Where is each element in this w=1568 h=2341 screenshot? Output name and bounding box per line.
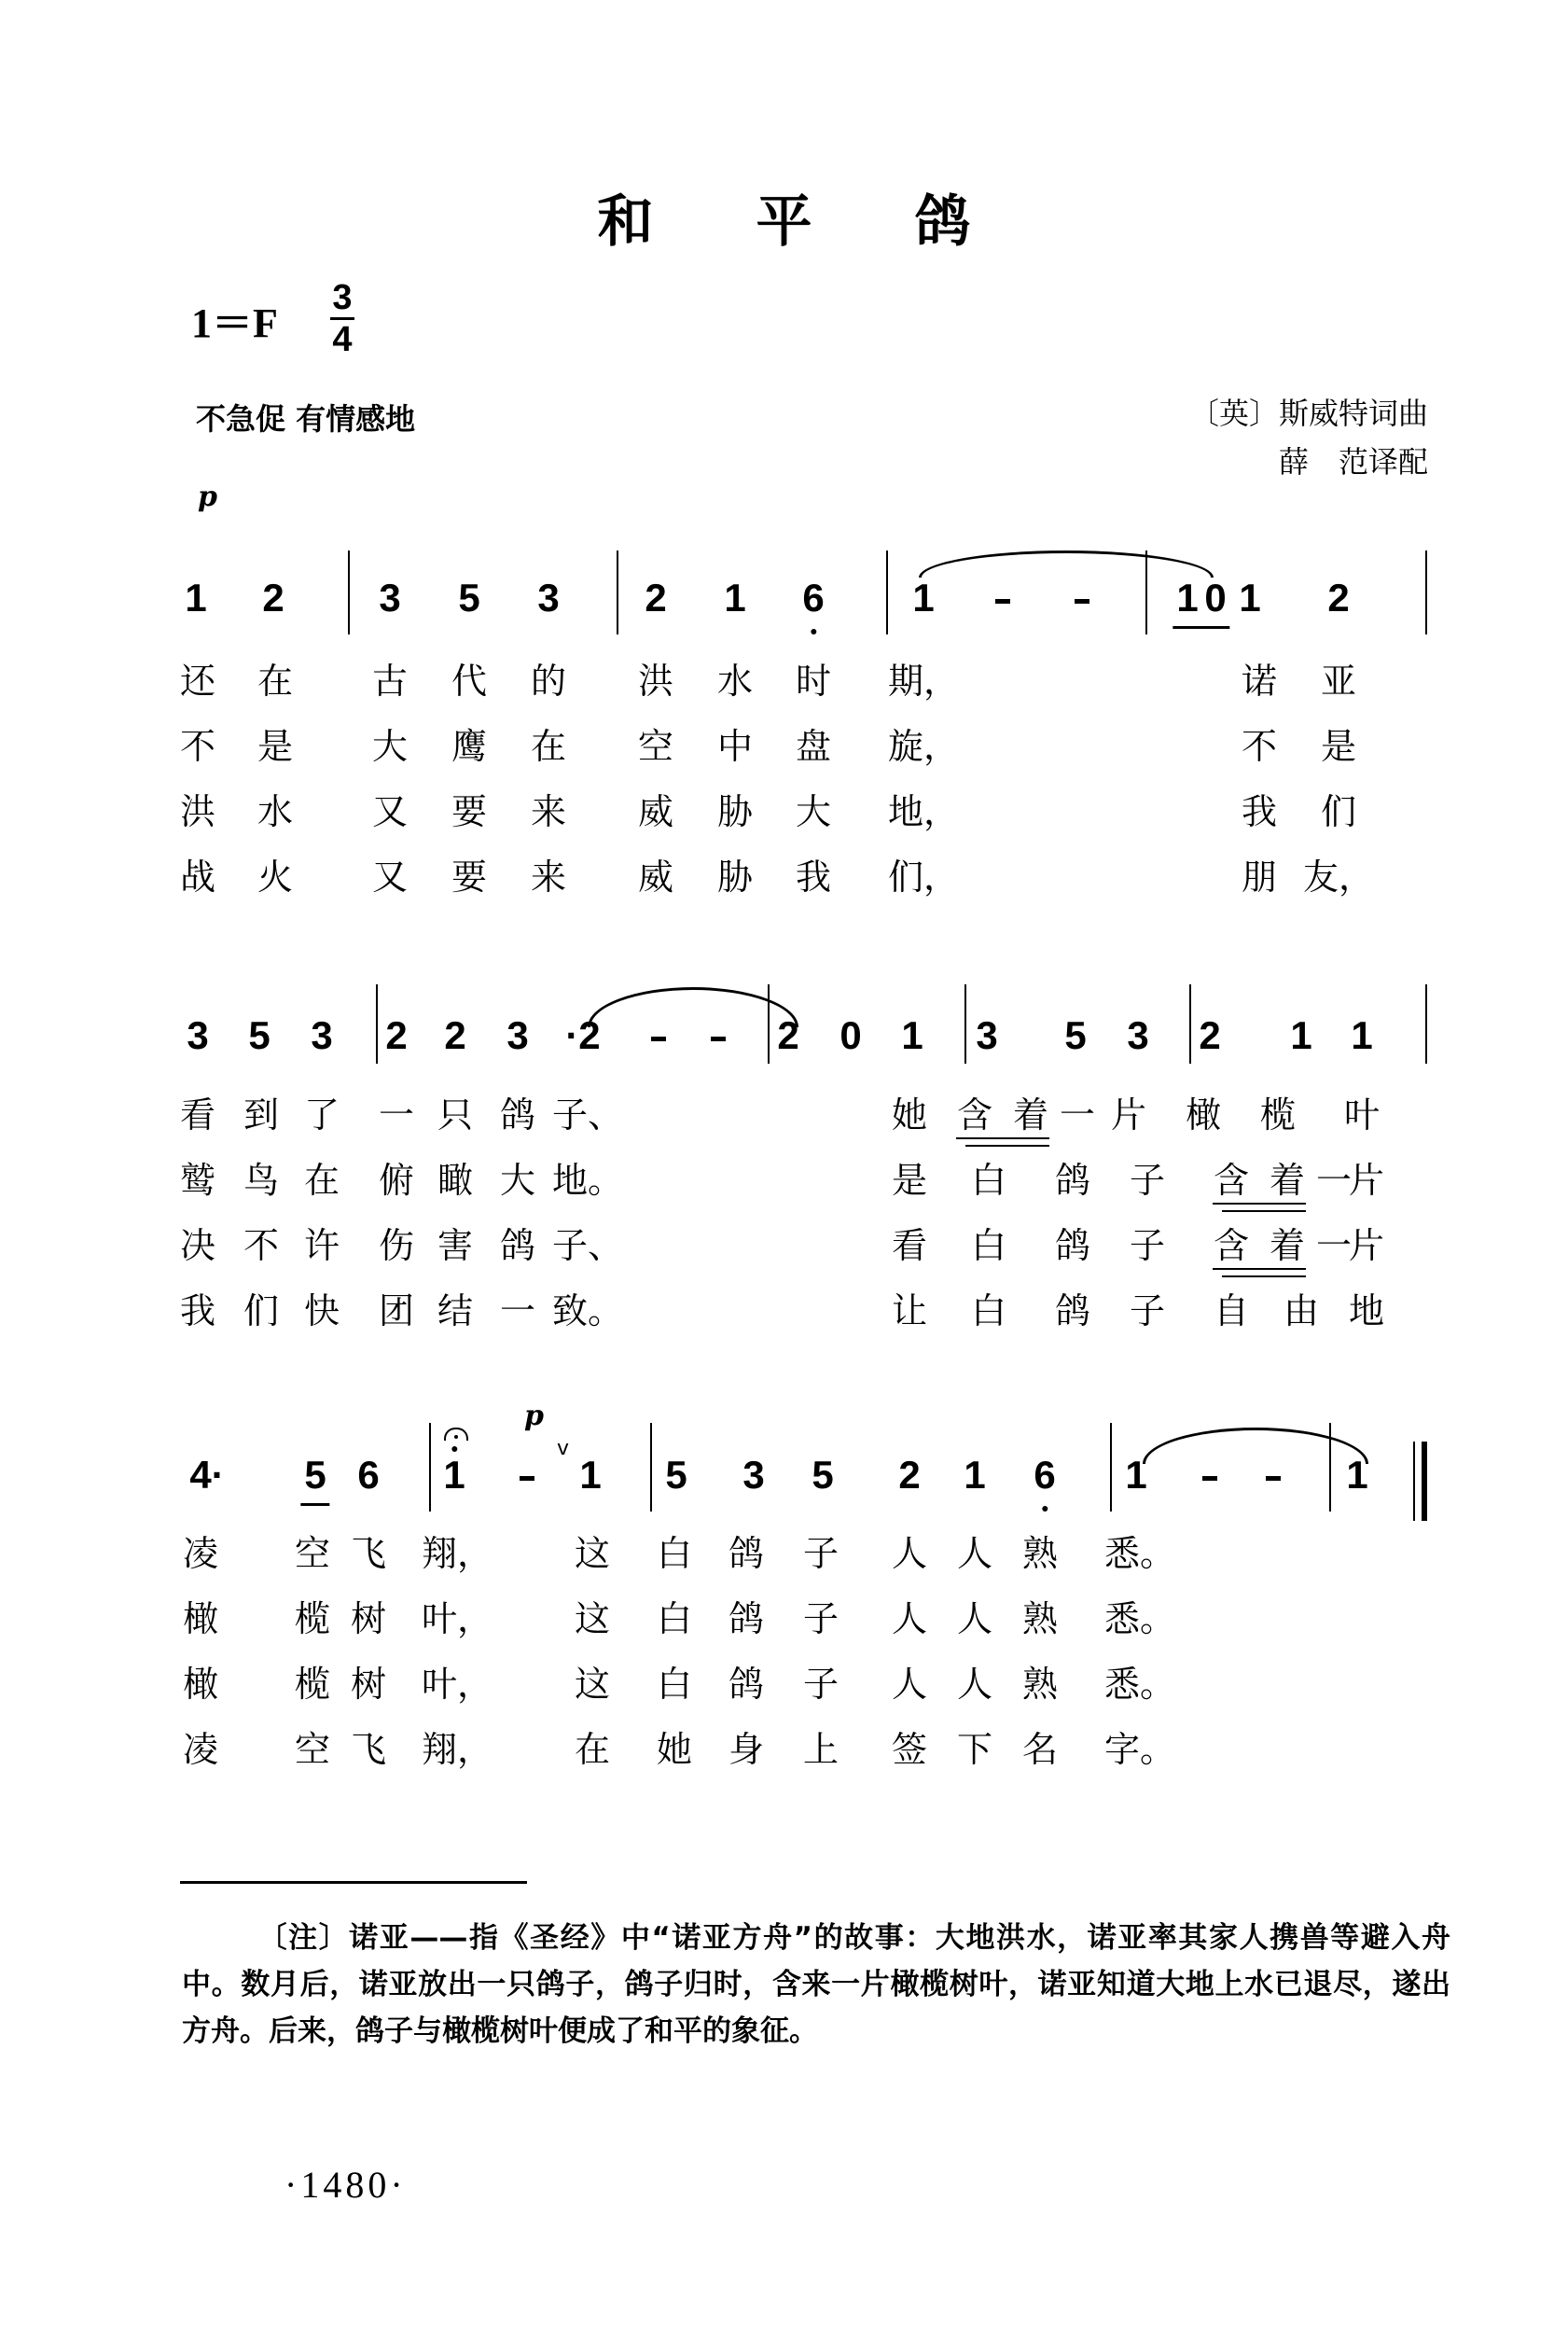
lyric-char: 榄 (1259, 1094, 1297, 1136)
note-digit: 6 (802, 576, 825, 620)
note-digit: ·2 (565, 1013, 601, 1057)
time-signature-top: 3 (332, 278, 353, 317)
lyric-char: 着 (1269, 1160, 1306, 1201)
note (1127, 1014, 1148, 1057)
lyric-char: 诺 (1241, 661, 1278, 702)
note (802, 577, 824, 620)
low-octave-dot (811, 629, 816, 634)
lyric-char: 洪 (637, 661, 674, 702)
note-digit: 1 (1176, 576, 1199, 620)
lyric-char: 飞 (350, 1533, 387, 1574)
barline (429, 1423, 431, 1512)
note-digit: 6 (357, 1453, 380, 1497)
note (645, 577, 666, 620)
note (1327, 577, 1349, 620)
lyric-char: 们， (887, 857, 960, 898)
final-barline-thin (1413, 1442, 1415, 1521)
lyric-slur-underline (1213, 1268, 1306, 1270)
lyric-char: 人 (956, 1598, 993, 1639)
lyric-char: 一 (378, 1094, 415, 1136)
lyric-char: 威 (637, 791, 674, 832)
note-digit: 1 (579, 1453, 602, 1497)
sustain-dash (995, 599, 1010, 604)
lyric-char: 一 (1059, 1094, 1096, 1136)
lyric-char: 白 (656, 1664, 693, 1705)
lyric-char: 火 (257, 857, 294, 898)
note-digit: 1 (1346, 1453, 1368, 1497)
lyric-char: 白 (970, 1225, 1007, 1266)
lyric-char: 着 (1269, 1225, 1306, 1266)
lyric-char: 含 (1213, 1225, 1250, 1266)
lyric-char: 熟 (1021, 1664, 1059, 1705)
eighth-underline (1200, 626, 1229, 629)
lyric-char: 鸽 (728, 1664, 765, 1705)
note-digit: 3 (506, 1013, 529, 1057)
note-digit: 0 (840, 1013, 862, 1057)
lyric-slur-underline (965, 1145, 1049, 1147)
note (724, 577, 745, 620)
high-octave-dot (451, 1446, 457, 1452)
note-digit: 1 (1125, 1453, 1147, 1497)
lyric-char: 还 (179, 661, 216, 702)
lyric-char: 鸟 (243, 1160, 280, 1201)
note (458, 577, 479, 620)
lyric-char: 们 (243, 1290, 280, 1331)
lyric-char: 在 (257, 661, 294, 702)
note (357, 1454, 379, 1497)
lyric-char: 片 (1110, 1094, 1147, 1136)
lyric-char: 水 (257, 791, 294, 832)
lyric-char: 是 (1320, 726, 1357, 767)
sustain-dash (651, 1037, 666, 1041)
note (1239, 577, 1260, 620)
note (537, 577, 559, 620)
sustain-dash (1266, 1476, 1281, 1481)
lyric-char: 瞰 (437, 1160, 474, 1201)
lyric-char: 在 (303, 1160, 340, 1201)
lyric-char: 橄 (1185, 1094, 1222, 1136)
lyric-char: 这 (574, 1533, 611, 1574)
credit-translator: 薛 范译配 (1278, 444, 1428, 480)
lyric-char: 鸽 (1054, 1290, 1091, 1331)
lyric-char: 叶， (421, 1598, 493, 1639)
tie-row3 (1143, 1428, 1368, 1464)
lyric-char: 飞 (350, 1729, 387, 1770)
lyric-char: 大 (795, 791, 832, 832)
lyric-char: 子、 (551, 1094, 624, 1136)
lyric-char: 她 (656, 1729, 693, 1770)
note (379, 577, 400, 620)
footnote-body: 〔注〕诺亚——指《圣经》中“诺亚方舟”的故事：大地洪水，诺亚率其家人携兽等避入舟中。数月后，诺亚放出一只鸽子，鸽子归时，含来一片橄榄树叶，诺亚知道大地上水已退尽，遂出方舟。后来，鸽子与橄榄树叶便成了和平的象征。 (182, 1921, 1450, 2048)
lyric-char: 人 (956, 1664, 993, 1705)
key-signature: 1＝F (191, 300, 278, 346)
lyric-char: 洪 (179, 791, 216, 832)
footnote-rule (180, 1881, 527, 1884)
note (840, 1014, 861, 1057)
lyric-char: 害 (437, 1225, 474, 1266)
lyric-char: 是 (891, 1160, 928, 1201)
lyric-char: 友， (1302, 857, 1375, 898)
lyric-char: 一 (1315, 1225, 1353, 1266)
lyric-char: 翔， (421, 1533, 493, 1574)
note (248, 1014, 270, 1057)
note (506, 1014, 528, 1057)
note (1290, 1014, 1311, 1057)
lyric-char: 要 (451, 791, 488, 832)
note-digit: 2 (385, 1013, 408, 1057)
lyric-slur-underline (1222, 1275, 1306, 1277)
lyric-char: 榄 (294, 1664, 331, 1705)
lyric-char: 鹰 (451, 726, 488, 767)
lyric-char: 鸽 (728, 1598, 765, 1639)
note (901, 1014, 923, 1057)
lyric-char: 看 (179, 1094, 216, 1136)
note (189, 1454, 224, 1497)
lyric-char: 战 (179, 857, 216, 898)
note-digit: 1 (912, 576, 935, 620)
lyric-char: 古 (371, 661, 409, 702)
dynamic-piano-start: p (198, 481, 217, 513)
lyric-char: 代 (451, 661, 488, 702)
lyric-char: 来 (530, 791, 567, 832)
lyric-char: 看 (891, 1225, 928, 1266)
lyric-char: 胁 (716, 791, 754, 832)
note-digit: 1 (724, 576, 746, 620)
lyric-char: 鸽 (1054, 1160, 1091, 1201)
lyric-slur-underline (956, 1137, 1049, 1139)
lyric-char: 让 (891, 1290, 928, 1331)
lyric-char: 树 (350, 1664, 387, 1705)
lyric-char: 我 (1241, 791, 1278, 832)
barline (617, 550, 618, 634)
lyric-char: 叶， (421, 1664, 493, 1705)
note (912, 577, 934, 620)
lyric-char: 鸽 (728, 1533, 765, 1574)
lyric-char: 又 (371, 857, 409, 898)
barline (1425, 984, 1427, 1064)
note-digit: 5 (812, 1453, 834, 1497)
lyric-char: 朋 (1241, 857, 1278, 898)
lyric-char: 空 (294, 1729, 331, 1770)
note (1064, 1014, 1086, 1057)
note (1204, 577, 1226, 620)
note (742, 1454, 764, 1497)
lyric-char: 盘 (795, 726, 832, 767)
lyric-char: 空 (637, 726, 674, 767)
lyric-char: 亚 (1320, 661, 1357, 702)
note (964, 1454, 985, 1497)
footnote-text (182, 1915, 1450, 2055)
note-digit: 3 (1127, 1013, 1149, 1057)
note-digit: 1 (1239, 576, 1261, 620)
lyric-char: 子 (802, 1533, 840, 1574)
note-digit: 1 (1351, 1013, 1373, 1057)
lyric-char: 子、 (551, 1225, 624, 1266)
note-digit: 0 (1204, 576, 1227, 620)
lyric-char: 只 (437, 1094, 474, 1136)
lyric-char: 在 (530, 726, 567, 767)
lyric-char: 一 (1315, 1160, 1353, 1201)
note (262, 577, 284, 620)
lyric-char: 是 (257, 726, 294, 767)
note-digit: 4· (189, 1453, 225, 1497)
lyric-char: 子 (802, 1598, 840, 1639)
lyric-char: 期， (887, 661, 960, 702)
tempo-marking: 不急促 有情感地 (196, 401, 416, 437)
lyric-char: 又 (371, 791, 409, 832)
note-digit: 3 (742, 1453, 765, 1497)
lyric-char: 水 (716, 661, 754, 702)
barline (348, 550, 350, 634)
lyric-char: 橄 (182, 1598, 219, 1639)
note (812, 1454, 833, 1497)
lyric-char: 熟 (1021, 1533, 1059, 1574)
lyric-char: 要 (451, 857, 488, 898)
lyric-slur-underline (1213, 1203, 1306, 1205)
barline (886, 550, 888, 634)
note-digit: 2 (1199, 1013, 1221, 1057)
lyric-char: 伤 (378, 1225, 415, 1266)
note (187, 1014, 208, 1057)
note-digit: 6 (1034, 1453, 1056, 1497)
lyric-char: 由 (1283, 1290, 1320, 1331)
lyric-char: 签 (891, 1729, 928, 1770)
lyric-char: 中 (716, 726, 754, 767)
lyric-char: 悉。 (1103, 1533, 1176, 1574)
note (1034, 1454, 1055, 1497)
note-digit: 2 (777, 1013, 799, 1057)
note (1351, 1014, 1372, 1057)
page-number: ·1480· (284, 2164, 407, 2206)
barline (376, 984, 378, 1064)
note (1199, 1014, 1220, 1057)
lyric-char: 了 (303, 1094, 340, 1136)
lyric-char: 凌 (182, 1729, 219, 1770)
lyric-slur-underline (1222, 1210, 1306, 1212)
lyric-char: 上 (802, 1729, 840, 1770)
fermata-icon (444, 1428, 468, 1441)
lyric-char: 含 (1213, 1160, 1250, 1201)
lyric-char: 地。 (551, 1160, 624, 1201)
lyric-char: 一 (499, 1290, 536, 1331)
lyric-char: 结 (437, 1290, 474, 1331)
sustain-dash (520, 1476, 534, 1481)
note-digit: 3 (187, 1013, 209, 1057)
note (976, 1014, 997, 1057)
lyric-char: 人 (891, 1533, 928, 1574)
eighth-underline (300, 1503, 329, 1506)
lyric-char: 空 (294, 1533, 331, 1574)
note (444, 1014, 465, 1057)
lyric-char: 俯 (378, 1160, 415, 1201)
lyric-char: 不 (179, 726, 216, 767)
sustain-dash (711, 1037, 726, 1041)
note-digit: 2 (898, 1453, 921, 1497)
lyric-char: 片 (1348, 1225, 1385, 1266)
sustain-dash (1075, 599, 1089, 604)
lyric-char: 白 (656, 1533, 693, 1574)
barline (1425, 550, 1427, 634)
note-digit: 1 (901, 1013, 923, 1057)
barline (964, 984, 966, 1064)
note-digit: 1 (1290, 1013, 1312, 1057)
lyric-char: 威 (637, 857, 674, 898)
lyric-char: 着 (1012, 1094, 1049, 1136)
lyric-char: 旋， (887, 726, 960, 767)
barline (650, 1423, 652, 1512)
note-digit: 2 (444, 1013, 466, 1057)
note-digit: 5 (458, 576, 480, 620)
song-title: 和平鸽 (597, 189, 1074, 255)
breath-mark-icon: v (557, 1437, 570, 1460)
lyric-char: 自 (1213, 1290, 1250, 1331)
lyric-char: 她 (891, 1094, 928, 1136)
note-digit: 1 (185, 576, 207, 620)
lyric-char: 字。 (1103, 1729, 1176, 1770)
note-digit: 3 (379, 576, 401, 620)
lyric-char: 时 (795, 661, 832, 702)
lyric-char: 的 (530, 661, 567, 702)
lyric-char: 白 (970, 1160, 1007, 1201)
lyric-char: 在 (574, 1729, 611, 1770)
lyric-char: 团 (378, 1290, 415, 1331)
lyric-char: 到 (243, 1094, 280, 1136)
lyric-char: 致。 (551, 1290, 624, 1331)
lyric-char: 鸽 (499, 1225, 536, 1266)
lyric-char: 悉。 (1103, 1664, 1176, 1705)
lyric-char: 叶 (1343, 1094, 1381, 1136)
note (304, 1454, 326, 1497)
lyric-char: 白 (656, 1598, 693, 1639)
lyric-char: 鸽 (499, 1094, 536, 1136)
note-digit: 1 (964, 1453, 986, 1497)
lyric-char: 树 (350, 1598, 387, 1639)
note-digit: 5 (304, 1453, 326, 1497)
note (579, 1454, 601, 1497)
note-digit: 2 (645, 576, 667, 620)
note (385, 1014, 407, 1057)
lyric-char: 身 (728, 1729, 765, 1770)
lyric-char: 人 (956, 1533, 993, 1574)
note-digit: 1 (443, 1453, 465, 1497)
note (665, 1454, 687, 1497)
lyric-char: 下 (956, 1729, 993, 1770)
lyric-char: 人 (891, 1664, 928, 1705)
lyric-char: 许 (303, 1225, 340, 1266)
lyric-char: 我 (179, 1290, 216, 1331)
eighth-underline (1173, 626, 1201, 629)
final-barline-thick (1422, 1442, 1427, 1521)
credit-lyricist-composer: 〔英〕斯威特词曲 (1188, 396, 1428, 431)
lyric-char: 鹫 (179, 1160, 216, 1201)
lyric-char: 人 (891, 1598, 928, 1639)
note (898, 1454, 920, 1497)
lyric-char: 凌 (182, 1533, 219, 1574)
barline (1110, 1423, 1112, 1512)
sustain-dash (1202, 1476, 1217, 1481)
lyric-char: 白 (970, 1290, 1007, 1331)
lyric-char: 这 (574, 1598, 611, 1639)
lyric-char: 子 (1129, 1160, 1166, 1201)
lyric-char: 子 (1129, 1225, 1166, 1266)
note (443, 1454, 465, 1497)
lyric-char: 榄 (294, 1598, 331, 1639)
lyric-char: 这 (574, 1664, 611, 1705)
lyric-char: 们 (1320, 791, 1357, 832)
lyric-char: 来 (530, 857, 567, 898)
lyric-char: 大 (371, 726, 409, 767)
time-signature (328, 278, 356, 359)
note-digit: 5 (1064, 1013, 1087, 1057)
note-digit: 3 (976, 1013, 998, 1057)
lyric-char: 名 (1021, 1729, 1059, 1770)
note-digit: 5 (248, 1013, 271, 1057)
lyric-char: 不 (243, 1225, 280, 1266)
note-digit: 3 (311, 1013, 333, 1057)
lyric-char: 子 (1129, 1290, 1166, 1331)
note-digit: 2 (1327, 576, 1350, 620)
lyric-char: 快 (303, 1290, 340, 1331)
lyric-char: 不 (1241, 726, 1278, 767)
lyric-char: 地 (1348, 1290, 1385, 1331)
tie-row1 (919, 550, 1214, 578)
dynamic-piano-line3: p (524, 1400, 544, 1432)
lyric-char: 我 (795, 857, 832, 898)
barline (1189, 984, 1191, 1064)
lyric-char: 胁 (716, 857, 754, 898)
lyric-char: 片 (1348, 1160, 1385, 1201)
note (185, 577, 206, 620)
lyric-char: 鸽 (1054, 1225, 1091, 1266)
note-digit: 3 (537, 576, 560, 620)
lyric-char: 橄 (182, 1664, 219, 1705)
lyric-char: 地， (887, 791, 960, 832)
note (311, 1014, 332, 1057)
note-digit: 2 (262, 576, 284, 620)
lyric-char: 翔， (421, 1729, 493, 1770)
lyric-char: 子 (802, 1664, 840, 1705)
low-octave-dot (1042, 1506, 1048, 1512)
lyric-char: 熟 (1021, 1598, 1059, 1639)
note-digit: 5 (665, 1453, 687, 1497)
time-signature-bottom: 4 (332, 320, 353, 359)
lyric-char: 决 (179, 1225, 216, 1266)
lyric-char: 含 (956, 1094, 993, 1136)
note (1176, 577, 1198, 620)
lyric-char: 悉。 (1103, 1598, 1176, 1639)
lyric-char: 大 (499, 1160, 536, 1201)
